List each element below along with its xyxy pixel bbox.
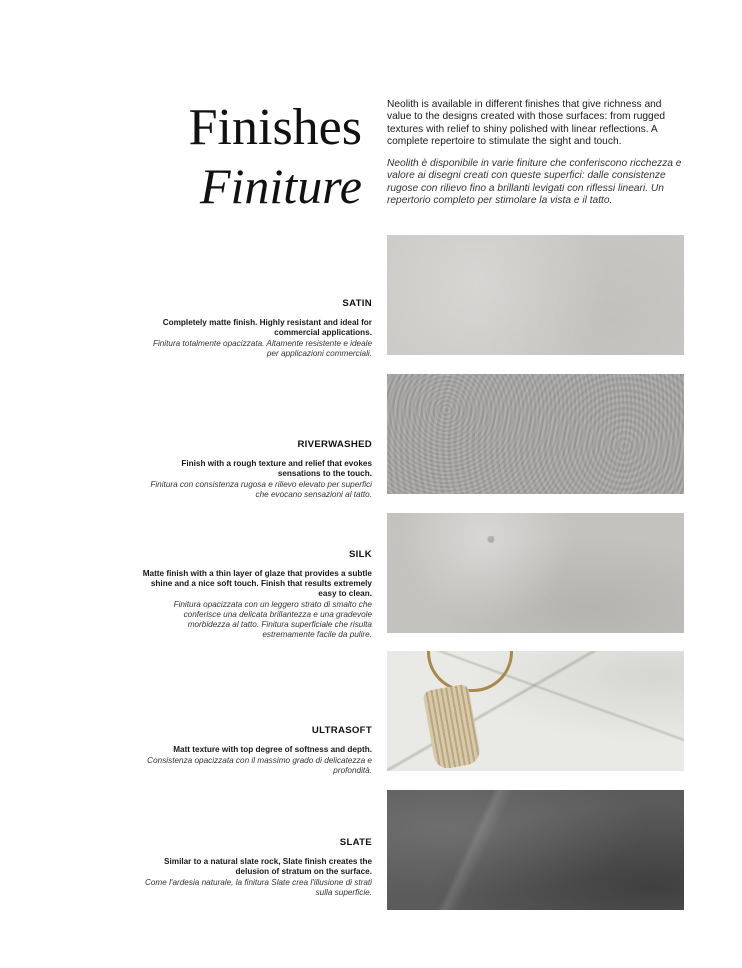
finish-description-en: Matte finish with a thin layer of glaze that provides a subtle shine and a nice soft touch. Finish that results extremely easy to clean. bbox=[142, 569, 372, 598]
finish-description-it: Finitura con consistenza rugosa e rilievo elevato per superfici che evocano sensazioni al tatto. bbox=[150, 480, 372, 499]
finish-silk-text bbox=[140, 549, 372, 640]
finish-satin-swatch bbox=[387, 235, 684, 355]
finish-description-it: Finitura totalmente opacizzata. Altamente resistente e ideale per applicazioni commerciali. bbox=[152, 339, 372, 358]
finish-silk-swatch bbox=[387, 513, 684, 633]
finish-name: ULTRASOFT bbox=[311, 725, 372, 736]
finish-description-en: Completely matte finish. Highly resistant and ideal for commercial applications. bbox=[162, 318, 372, 337]
decorative-orb bbox=[427, 651, 513, 692]
decorative-tassel bbox=[422, 684, 481, 771]
page-title-it: Finiture bbox=[199, 158, 362, 214]
finish-description-it: Finitura opacizzata con un leggero strato di smalto che conferisce una delicata brillantezza e una gradevole morbidezza al tatto. Finitura superficiale che risulta estremamente facile da pulire. bbox=[173, 600, 372, 639]
finish-name: SLATE bbox=[339, 837, 372, 848]
page-title-en: Finishes bbox=[188, 99, 362, 156]
finish-description-en: Matt texture with top degree of softness and depth. bbox=[173, 745, 372, 754]
finish-description-en: Finish with a rough texture and relief that evokes sensations to the touch. bbox=[181, 459, 372, 478]
finish-description-it: Consistenza opacizzata con il massimo grado di delicatezza e profondità. bbox=[147, 756, 372, 775]
finish-ultrasoft-swatch bbox=[387, 651, 684, 771]
intro-text-it: Neolith è disponibile in varie finiture che conferiscono ricchezza e valore ai disegni creati con queste superfici: dalle consistenze rugose con rilievo fino a brillanti levigati con riflessi lineari. Un repertorio completo per stimolare la vista e il tatto. bbox=[387, 158, 682, 207]
intro-text-en: Neolith is available in different finishes that give richness and value to the designs created with those surfaces: from rugged textures with relief to shiny polished with linear reflections. A complete repertoire to stimulate the sight and touch. bbox=[387, 99, 666, 148]
finish-name: RIVERWASHED bbox=[297, 439, 372, 450]
finish-name: SILK bbox=[348, 549, 372, 560]
finish-riverwashed-swatch bbox=[387, 374, 684, 494]
finish-satin-text bbox=[140, 298, 372, 359]
finish-description-it: Come l'ardesia naturale, la finitura Slate crea l'illusione di strati sulla superficie. bbox=[144, 878, 372, 897]
finish-slate-text bbox=[140, 837, 372, 898]
finish-ultrasoft-text bbox=[140, 725, 372, 776]
finish-slate-swatch bbox=[387, 790, 684, 910]
finish-description-en: Similar to a natural slate rock, Slate finish creates the delusion of stratum on the surface. bbox=[164, 857, 372, 876]
finish-riverwashed-text bbox=[140, 439, 372, 500]
finish-name: SATIN bbox=[342, 298, 372, 309]
